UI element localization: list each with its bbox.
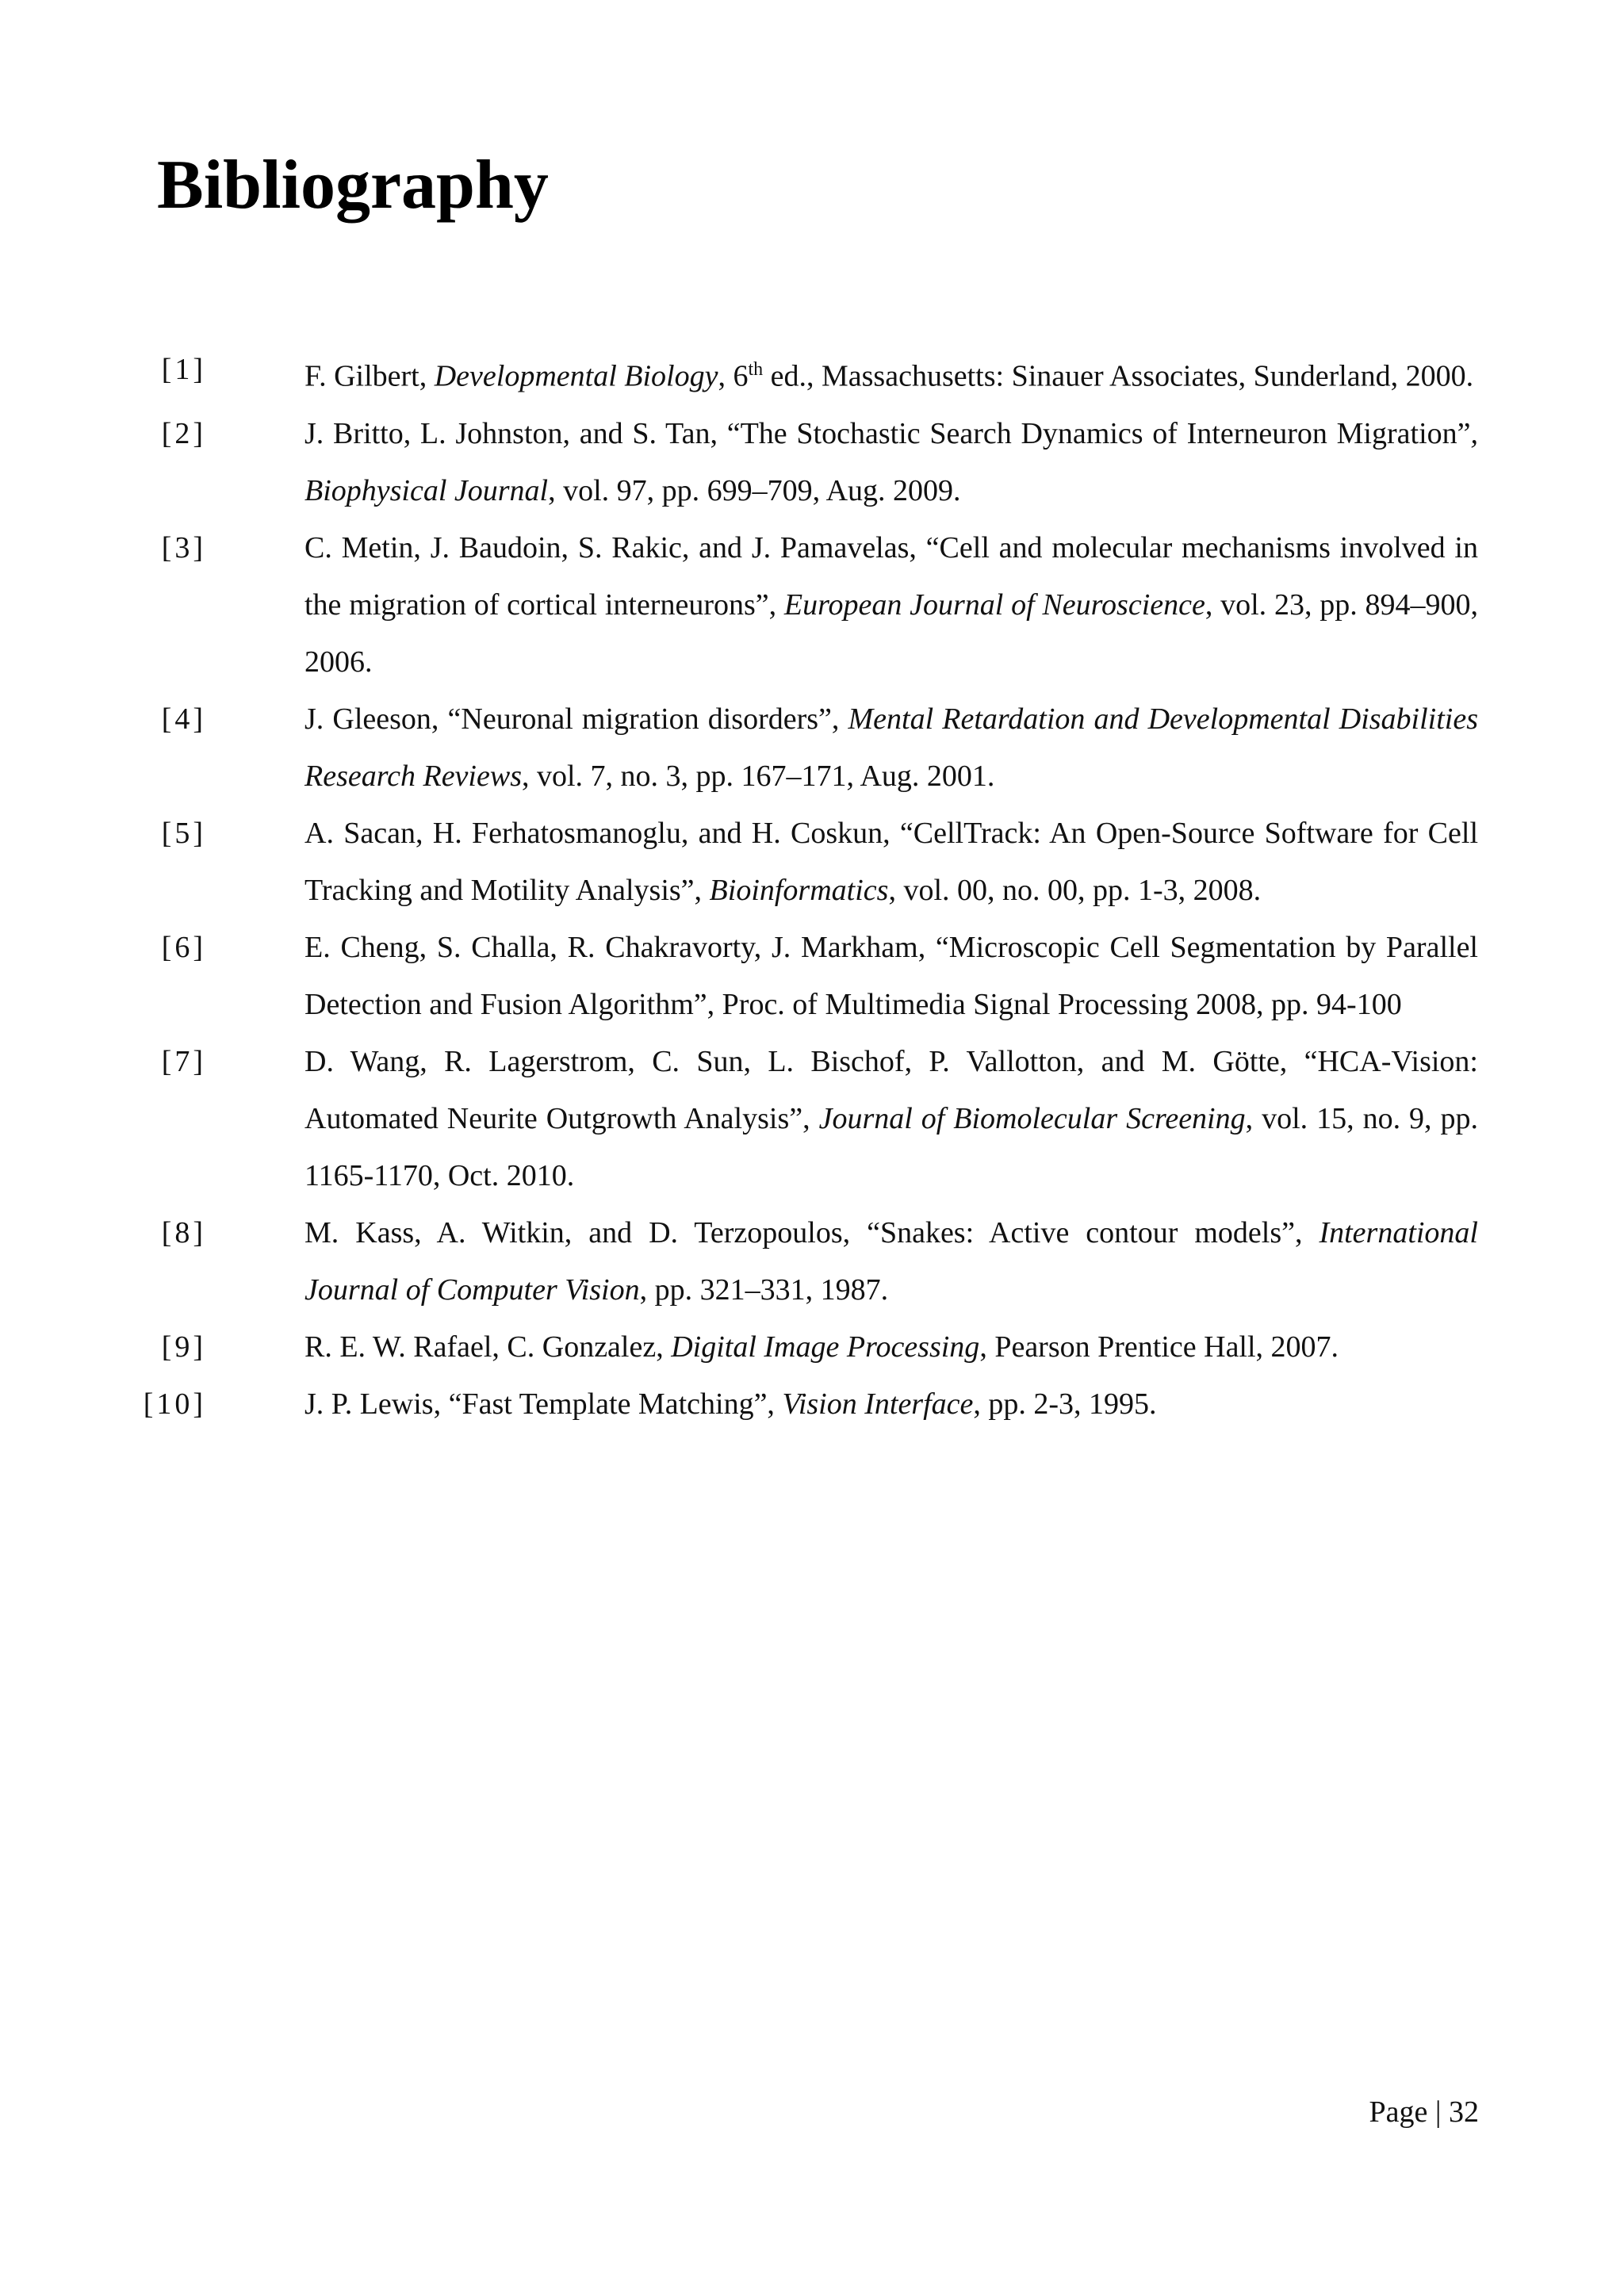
reference-text-segment: E. Cheng, S. Challa, R. Chakravorty, J. Markham, “Microscopic Cell Segmentation by Parallel Detection and Fusion Algorithm”, Proc. of Multimedia Signal Processing 2008, pp. 94-100 [304, 930, 1478, 1021]
reference-text-segment: , vol. 97, pp. 699–709, Aug. 2009. [548, 473, 961, 507]
reference-number: [6] [161, 930, 206, 964]
reference-text-segment: C. Metin, J. Baudoin, S. Rakic, and J. Pamavelas, “Cell and molecular mechanisms involved in the migration of cortical interneurons”, [304, 530, 1478, 622]
reference-italic-title: European Journal of Neuroscience [783, 587, 1205, 622]
bibliography-entry [0, 1376, 1624, 1433]
bibliography-entry [0, 805, 1624, 919]
bibliography-entry [0, 1204, 1624, 1318]
reference-text-segment: , 6 [718, 359, 749, 393]
reference-text [304, 1318, 1478, 1376]
reference-text-segment: R. E. W. Rafael, C. Gonzalez, [304, 1330, 672, 1364]
reference-italic-title: Mental Retardation and Developmental Disabilities Research Reviews [304, 702, 1478, 793]
reference-number: [4] [161, 702, 206, 736]
reference-text [304, 1376, 1478, 1433]
reference-text [304, 691, 1478, 805]
reference-italic-title: Bioinformatics [709, 873, 889, 907]
reference-text [304, 1204, 1478, 1318]
bibliography-entry [0, 691, 1624, 805]
reference-text-segment: ed., Massachusetts: Sinauer Associates, Sunderland, 2000. [763, 359, 1474, 393]
reference-text [304, 1033, 1478, 1204]
reference-text-segment: J. Gleeson, “Neuronal migration disorders”, [304, 702, 848, 736]
reference-number: [7] [161, 1044, 206, 1078]
reference-number: [1] [161, 353, 206, 386]
bibliography-entry [0, 405, 1624, 519]
reference-text [304, 519, 1478, 691]
reference-text-segment: , Pearson Prentice Hall, 2007. [979, 1330, 1339, 1364]
reference-text [304, 405, 1478, 519]
reference-text-segment: D. Wang, R. Lagerstrom, C. Sun, L. Bischof, P. Vallotton, and M. Götte, “HCA-Vision: Automated Neurite Outgrowth Analysis”, [304, 1044, 1478, 1135]
bibliography-entry [0, 341, 1624, 405]
reference-number: [8] [161, 1215, 206, 1249]
bibliography-list [0, 341, 1624, 1433]
bibliography-entry [0, 1318, 1624, 1376]
bibliography-entry [0, 519, 1624, 691]
reference-text-segment: , vol. 15, no. 9, pp. 1165-1170, Oct. 2010. [304, 1101, 1479, 1192]
reference-text-segment: , pp. 321–331, 1987. [639, 1272, 889, 1307]
reference-number: [2] [161, 416, 206, 450]
reference-italic-title: Journal of Biomolecular Screening [818, 1101, 1246, 1135]
reference-superscript: th [748, 359, 764, 380]
reference-text-segment: J. Britto, L. Johnston, and S. Tan, “The Stochastic Search Dynamics of Interneuron Migration” [304, 416, 1471, 450]
reference-text-segment: , vol. 23, pp. 894–900, 2006. [304, 587, 1478, 679]
reference-text-segment: M. Kass, A. Witkin, and D. Terzopoulos, “Snakes: Active contour models”, [304, 1215, 1320, 1249]
reference-italic-title: Digital Image Processing [671, 1330, 980, 1364]
reference-number: [3] [161, 530, 206, 564]
reference-italic-title: , Biophysical Journal [304, 416, 1478, 507]
page-number-footer: Page | 32 [1369, 2095, 1479, 2129]
reference-text-segment: , vol. 00, no. 00, pp. 1-3, 2008. [888, 873, 1262, 907]
reference-text-segment: , vol. 7, no. 3, pp. 167–171, Aug. 2001. [521, 759, 995, 793]
reference-text-segment: A. Sacan, H. Ferhatosmanoglu, and H. Coskun, “CellTrack: An Open-Source Software for Cell Tracking and Motility Analysis”, [304, 816, 1478, 907]
bibliography-entry [0, 1033, 1624, 1204]
reference-text-segment: J. P. Lewis, “Fast Template Matching”, [304, 1387, 783, 1421]
reference-italic-title: Vision Interface [782, 1387, 974, 1421]
bibliography-entry [0, 919, 1624, 1033]
reference-italic-title: International Journal of Computer Vision [304, 1215, 1478, 1307]
reference-text [304, 341, 1478, 405]
reference-text [304, 805, 1478, 919]
reference-text [304, 919, 1478, 1033]
reference-text-segment: , pp. 2-3, 1995. [973, 1387, 1157, 1421]
reference-number: [5] [161, 816, 206, 850]
reference-number: [9] [161, 1330, 206, 1364]
reference-text-segment: F. Gilbert, [304, 359, 435, 393]
reference-italic-title: Developmental Biology [434, 359, 718, 393]
page-title: Bibliography [157, 147, 549, 224]
reference-number: [10] [143, 1387, 206, 1421]
